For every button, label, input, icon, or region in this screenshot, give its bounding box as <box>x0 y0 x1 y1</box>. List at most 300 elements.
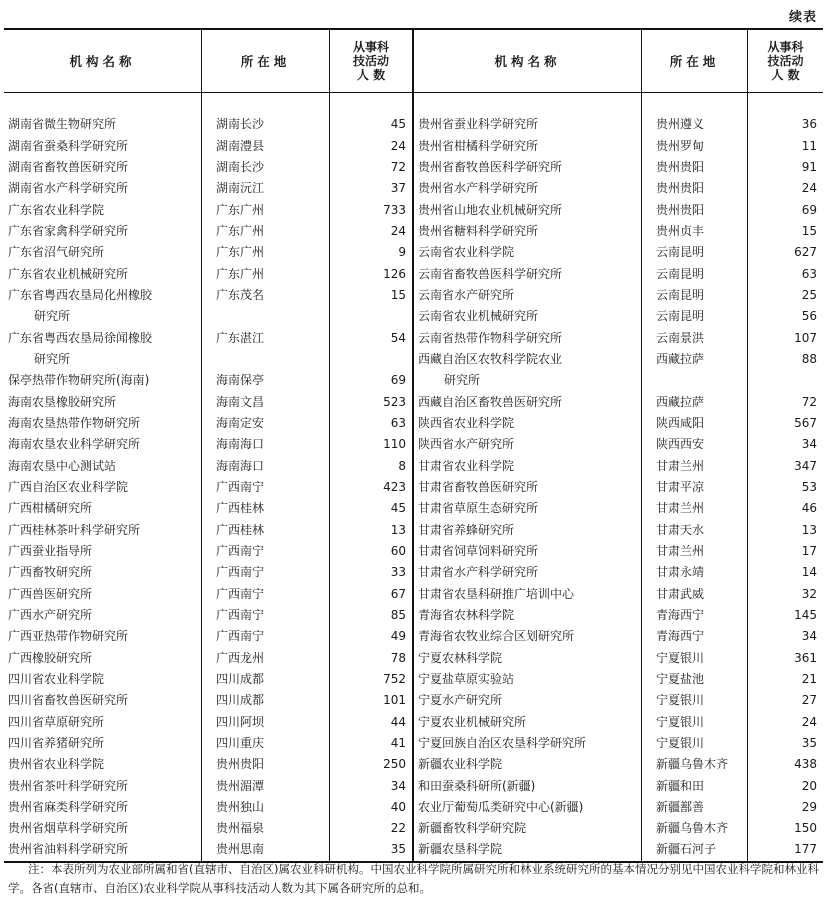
staff-count: 21 <box>801 671 817 686</box>
institution-location: 贵州湄潭 <box>202 776 330 797</box>
table-row <box>4 648 412 669</box>
institution-location: 贵州罗甸 <box>642 136 748 157</box>
institution-name: 广西蚕业指导所 <box>4 541 202 562</box>
table-row <box>414 136 823 157</box>
institution-name: 青海省农林科学院 <box>414 605 642 626</box>
table-row <box>4 776 412 797</box>
institution-name: 广西亚热带作物研究所 <box>4 626 202 647</box>
institution-name: 青海省农牧业综合区划研究所 <box>414 626 642 647</box>
institution-location: 贵州福泉 <box>202 818 330 839</box>
institution-location: 广东广州 <box>202 200 330 221</box>
table-row <box>414 477 823 498</box>
institution-name: 广西橡胶研究所 <box>4 648 202 669</box>
institution-name: 农业厅葡萄瓜类研究中心(新疆) <box>414 797 642 818</box>
institution-location: 广东广州 <box>202 264 330 285</box>
staff-count: 91 <box>801 159 817 174</box>
table-row <box>4 93 412 114</box>
institution-name: 广东省沼气研究所 <box>4 242 202 263</box>
table-row <box>414 200 823 221</box>
institution-location: 广西南宁 <box>202 477 330 498</box>
institution-location: 贵州独山 <box>202 797 330 818</box>
institution-location: 青海西宁 <box>642 605 748 626</box>
institution-name: 四川省养猪研究所 <box>4 733 202 754</box>
institution-location: 贵州贵阳 <box>642 178 748 199</box>
institution-name: 广东省粤西农垦局化州橡胶 <box>4 285 202 306</box>
institution-name: 广东省农业科学院 <box>4 200 202 221</box>
staff-count: 423 <box>383 479 406 494</box>
institution-location: 海南海口 <box>202 456 330 477</box>
institution-name: 研究所 <box>414 370 642 391</box>
staff-count: 24 <box>390 138 406 153</box>
table-row <box>4 242 412 263</box>
table-row <box>4 669 412 690</box>
staff-count: 36 <box>801 117 817 132</box>
institution-location: 新疆乌鲁木齐 <box>642 754 748 775</box>
institution-name: 甘肃省养蜂研究所 <box>414 520 642 541</box>
table-row <box>4 392 412 413</box>
staff-count: 250 <box>383 757 406 772</box>
institution-name: 广西自治区农业科学院 <box>4 477 202 498</box>
staff-count: 107 <box>794 330 817 345</box>
institution-name: 广西畜牧研究所 <box>4 562 202 583</box>
institution-name: 宁夏回族自治区农垦科学研究所 <box>414 733 642 754</box>
staff-count: 150 <box>794 821 817 836</box>
institution-location: 青海西宁 <box>642 626 748 647</box>
table-row <box>4 562 412 583</box>
staff-count: 361 <box>794 650 817 665</box>
institutions-table <box>4 28 823 863</box>
table-row <box>4 264 412 285</box>
institution-name: 甘肃省农垦科研推广培训中心 <box>414 584 642 605</box>
staff-count: 63 <box>801 266 817 281</box>
institution-location: 四川成都 <box>202 669 330 690</box>
institution-location: 贵州贵阳 <box>202 754 330 775</box>
table-row <box>4 306 412 327</box>
staff-count: 126 <box>383 266 406 281</box>
table-row <box>414 349 823 370</box>
staff-count: 53 <box>801 479 817 494</box>
institution-location: 广东广州 <box>202 221 330 242</box>
staff-count: 24 <box>390 223 406 238</box>
institution-name: 贵州省烟草科学研究所 <box>4 818 202 839</box>
institution-name: 贵州省糖料科学研究所 <box>414 221 642 242</box>
institution-name: 湖南省微生物研究所 <box>4 114 202 135</box>
table-row <box>414 839 823 860</box>
institution-location: 广西桂林 <box>202 498 330 519</box>
table-row <box>4 477 412 498</box>
table-row <box>414 285 823 306</box>
table-row <box>414 242 823 263</box>
institution-location: 湖南澧县 <box>202 136 330 157</box>
institution-location: 云南昆明 <box>642 285 748 306</box>
institution-location: 贵州思南 <box>202 839 330 860</box>
table-row <box>414 584 823 605</box>
staff-count <box>330 349 412 370</box>
staff-count: 33 <box>390 565 406 580</box>
institution-name: 云南省热带作物科学研究所 <box>414 328 642 349</box>
institution-name: 贵州省蚕业科学研究所 <box>414 114 642 135</box>
staff-count: 9 <box>398 245 406 260</box>
staff-count: 69 <box>390 373 406 388</box>
institution-location: 甘肃永靖 <box>642 562 748 583</box>
institution-name: 云南省水产研究所 <box>414 285 642 306</box>
institution-location: 宁夏银川 <box>642 712 748 733</box>
table-row <box>414 541 823 562</box>
institution-location: 贵州贵阳 <box>642 157 748 178</box>
staff-count: 88 <box>801 351 817 366</box>
institution-name: 贵州省油料科学研究所 <box>4 839 202 860</box>
institution-location: 新疆乌鲁木齐 <box>642 818 748 839</box>
institution-location: 广东茂名 <box>202 285 330 306</box>
table-row <box>414 456 823 477</box>
institution-name: 研究所 <box>4 306 202 327</box>
institution-location: 西藏拉萨 <box>642 392 748 413</box>
table-row <box>4 456 412 477</box>
staff-count: 145 <box>794 607 817 622</box>
institution-location: 海南文昌 <box>202 392 330 413</box>
institution-name: 西藏自治区畜牧兽医研究所 <box>414 392 642 413</box>
staff-count: 177 <box>794 842 817 857</box>
institution-location: 海南定安 <box>202 413 330 434</box>
institution-location <box>642 93 748 114</box>
table-row <box>414 370 823 391</box>
institution-name: 西藏自治区农牧科学院农业 <box>414 349 642 370</box>
staff-count: 34 <box>801 629 817 644</box>
institution-location: 四川阿坝 <box>202 712 330 733</box>
institution-location: 广东湛江 <box>202 328 330 349</box>
institution-location: 海南保亭 <box>202 370 330 391</box>
institution-name: 贵州省麻类科学研究所 <box>4 797 202 818</box>
institution-name: 广东省农业机械研究所 <box>4 264 202 285</box>
table-row <box>4 157 412 178</box>
institution-name: 贵州省农业科学院 <box>4 754 202 775</box>
institution-name: 新疆畜牧科学研究院 <box>414 818 642 839</box>
institution-location: 贵州贞丰 <box>642 221 748 242</box>
staff-count: 45 <box>390 501 406 516</box>
institution-name: 海南农垦农业科学研究所 <box>4 434 202 455</box>
institution-location: 四川重庆 <box>202 733 330 754</box>
institution-name: 湖南省畜牧兽医研究所 <box>4 157 202 178</box>
table-row <box>414 434 823 455</box>
institution-location: 云南昆明 <box>642 242 748 263</box>
staff-count: 24 <box>801 714 817 729</box>
staff-count: 32 <box>801 586 817 601</box>
institution-location: 甘肃武威 <box>642 584 748 605</box>
table-row <box>414 669 823 690</box>
institution-name <box>414 93 642 114</box>
staff-count: 37 <box>390 181 406 196</box>
table-row <box>4 690 412 711</box>
institution-name: 贵州省柑橘科学研究所 <box>414 136 642 157</box>
table-row <box>414 520 823 541</box>
institution-name: 新疆农垦科学院 <box>414 839 642 860</box>
table-row <box>4 712 412 733</box>
table-row <box>4 584 412 605</box>
institution-location: 广西桂林 <box>202 520 330 541</box>
table-row <box>414 754 823 775</box>
staff-count: 27 <box>801 693 817 708</box>
table-row <box>4 754 412 775</box>
header-name-right: 机构名称 <box>414 30 642 92</box>
table-row <box>414 114 823 135</box>
institution-name: 海南农垦橡胶研究所 <box>4 392 202 413</box>
institution-location: 陕西西安 <box>642 434 748 455</box>
staff-count: 101 <box>383 693 406 708</box>
staff-count: 34 <box>801 437 817 452</box>
institution-name: 海南农垦热带作物研究所 <box>4 413 202 434</box>
staff-count <box>748 370 823 391</box>
staff-count: 35 <box>390 842 406 857</box>
staff-count: 41 <box>390 735 406 750</box>
institution-name: 云南省农业科学院 <box>414 242 642 263</box>
table-row <box>4 136 412 157</box>
institution-location: 新疆鄯善 <box>642 797 748 818</box>
institution-name: 四川省畜牧兽医研究所 <box>4 690 202 711</box>
table-row <box>414 413 823 434</box>
institution-name: 宁夏农林科学院 <box>414 648 642 669</box>
staff-count: 78 <box>390 650 406 665</box>
institution-location: 甘肃平凉 <box>642 477 748 498</box>
institution-location: 宁夏盐池 <box>642 669 748 690</box>
table-row <box>414 712 823 733</box>
staff-count: 110 <box>383 437 406 452</box>
table-note: 注：本表所列为农业部所属和省(直辖市、自治区)属农业科研机构。中国农业科学院所属研究所和林业系统研究所的基本情况分别见中国农业科学院和林业科学。各省(直辖市、自治区)农业科学院从事科技活动人数为其下属各研究所的总和。 <box>8 862 819 895</box>
staff-count: 15 <box>801 223 817 238</box>
institution-location: 甘肃天水 <box>642 520 748 541</box>
table-row <box>414 306 823 327</box>
institution-name: 甘肃省水产科学研究所 <box>414 562 642 583</box>
table-row <box>414 776 823 797</box>
table-row <box>414 733 823 754</box>
institution-location <box>202 349 330 370</box>
institution-name: 宁夏水产研究所 <box>414 690 642 711</box>
institution-location: 贵州贵阳 <box>642 200 748 221</box>
table-row <box>4 221 412 242</box>
institution-location: 云南昆明 <box>642 306 748 327</box>
institution-name: 新疆农业科学院 <box>414 754 642 775</box>
table-row <box>414 818 823 839</box>
staff-count <box>330 93 412 114</box>
institution-name: 保亭热带作物研究所(海南) <box>4 370 202 391</box>
institution-name: 贵州省山地农业机械研究所 <box>414 200 642 221</box>
table-row <box>4 541 412 562</box>
table-row <box>414 605 823 626</box>
table-row <box>4 839 412 860</box>
staff-count: 44 <box>390 714 406 729</box>
staff-count: 72 <box>801 394 817 409</box>
staff-count: 56 <box>801 309 817 324</box>
table-row <box>414 178 823 199</box>
staff-count: 45 <box>390 117 406 132</box>
institution-location: 宁夏银川 <box>642 690 748 711</box>
table-row <box>4 434 412 455</box>
staff-count: 22 <box>390 821 406 836</box>
institution-location: 新疆石河子 <box>642 839 748 860</box>
institution-name: 贵州省畜牧兽医科学研究所 <box>414 157 642 178</box>
institution-name: 广西柑橘研究所 <box>4 498 202 519</box>
table-body <box>4 93 823 861</box>
continued-label: 续表 <box>788 10 817 25</box>
institution-name <box>4 93 202 114</box>
institution-location: 云南景洪 <box>642 328 748 349</box>
table-row <box>414 157 823 178</box>
table-row <box>4 285 412 306</box>
institution-location: 广西南宁 <box>202 562 330 583</box>
staff-count <box>748 93 823 114</box>
staff-count: 438 <box>794 757 817 772</box>
table-row <box>4 605 412 626</box>
institution-name: 云南省畜牧兽医科学研究所 <box>414 264 642 285</box>
staff-count: 752 <box>383 671 406 686</box>
table-row <box>4 178 412 199</box>
institution-location <box>642 370 748 391</box>
institution-location: 甘肃兰州 <box>642 456 748 477</box>
staff-count: 63 <box>390 415 406 430</box>
staff-count: 24 <box>801 181 817 196</box>
staff-count: 60 <box>390 543 406 558</box>
right-column <box>414 93 823 861</box>
staff-count: 627 <box>794 245 817 260</box>
table-row <box>4 733 412 754</box>
staff-count: 29 <box>801 799 817 814</box>
institution-name: 陕西省水产研究所 <box>414 434 642 455</box>
institution-location: 宁夏银川 <box>642 733 748 754</box>
institution-location: 宁夏银川 <box>642 648 748 669</box>
staff-count: 13 <box>390 522 406 537</box>
staff-count: 17 <box>801 543 817 558</box>
institution-name: 贵州省茶叶科学研究所 <box>4 776 202 797</box>
table-row <box>414 93 823 114</box>
staff-count: 85 <box>390 607 406 622</box>
staff-count: 40 <box>390 799 406 814</box>
institution-location: 甘肃兰州 <box>642 541 748 562</box>
institution-location: 新疆和田 <box>642 776 748 797</box>
staff-count: 34 <box>390 778 406 793</box>
table-row <box>414 648 823 669</box>
staff-count: 46 <box>801 501 817 516</box>
staff-count: 347 <box>794 458 817 473</box>
staff-count: 11 <box>801 138 817 153</box>
staff-count: 15 <box>390 287 406 302</box>
institution-location: 广西龙州 <box>202 648 330 669</box>
table-row <box>4 114 412 135</box>
institution-name: 和田蚕桑科研所(新疆) <box>414 776 642 797</box>
institution-location: 湖南沅江 <box>202 178 330 199</box>
table-row <box>4 328 412 349</box>
staff-count: 733 <box>383 202 406 217</box>
institution-location: 云南昆明 <box>642 264 748 285</box>
institution-location: 湖南长沙 <box>202 114 330 135</box>
institution-name: 广西兽医研究所 <box>4 584 202 605</box>
staff-count: 49 <box>390 629 406 644</box>
institution-name: 广西水产研究所 <box>4 605 202 626</box>
institution-location: 广西南宁 <box>202 584 330 605</box>
table-row <box>4 818 412 839</box>
institution-name: 海南农垦中心测试站 <box>4 456 202 477</box>
table-row <box>4 413 412 434</box>
institution-name: 甘肃省农业科学院 <box>414 456 642 477</box>
institution-name: 广西桂林茶叶科学研究所 <box>4 520 202 541</box>
table-row <box>4 626 412 647</box>
header-location-left: 所在地 <box>202 30 330 92</box>
institution-location: 广西南宁 <box>202 626 330 647</box>
institution-location: 甘肃兰州 <box>642 498 748 519</box>
institution-location <box>202 306 330 327</box>
staff-count <box>330 306 412 327</box>
table-header <box>4 30 823 93</box>
table-row <box>414 264 823 285</box>
table-row <box>414 562 823 583</box>
table-row <box>414 498 823 519</box>
institution-name: 陕西省农业科学院 <box>414 413 642 434</box>
table-row <box>4 520 412 541</box>
header-count-right: 从事科 技活动 人 数 <box>767 40 804 82</box>
table-row <box>4 349 412 370</box>
table-row <box>414 328 823 349</box>
institution-location: 贵州遵义 <box>642 114 748 135</box>
table-row <box>4 370 412 391</box>
table-row <box>414 690 823 711</box>
institution-location: 西藏拉萨 <box>642 349 748 370</box>
institution-location: 陕西咸阳 <box>642 413 748 434</box>
staff-count: 13 <box>801 522 817 537</box>
left-column <box>4 93 414 861</box>
institution-name: 广东省粤西农垦局徐闻橡胶 <box>4 328 202 349</box>
staff-count: 69 <box>801 202 817 217</box>
table-row <box>414 797 823 818</box>
header-name-left: 机构名称 <box>4 30 202 92</box>
staff-count: 20 <box>801 778 817 793</box>
institution-location: 四川成都 <box>202 690 330 711</box>
institution-name: 宁夏农业机械研究所 <box>414 712 642 733</box>
table-row <box>4 200 412 221</box>
institution-name: 四川省农业科学院 <box>4 669 202 690</box>
institution-location: 海南海口 <box>202 434 330 455</box>
table-row <box>4 797 412 818</box>
staff-count: 54 <box>390 330 406 345</box>
table-row <box>414 626 823 647</box>
staff-count: 72 <box>390 159 406 174</box>
institution-location: 广西南宁 <box>202 541 330 562</box>
table-row <box>4 498 412 519</box>
institution-location: 湖南长沙 <box>202 157 330 178</box>
institution-location: 广西南宁 <box>202 605 330 626</box>
staff-count: 25 <box>801 287 817 302</box>
table-row <box>414 392 823 413</box>
institution-name: 四川省草原研究所 <box>4 712 202 733</box>
institution-name: 研究所 <box>4 349 202 370</box>
institution-location: 广东广州 <box>202 242 330 263</box>
staff-count: 14 <box>801 565 817 580</box>
staff-count: 67 <box>390 586 406 601</box>
header-location-right: 所在地 <box>642 30 748 92</box>
header-count-left: 从事科 技活动 人 数 <box>330 30 414 92</box>
table-row <box>414 221 823 242</box>
institution-name: 甘肃省饲草饲料研究所 <box>414 541 642 562</box>
institution-name: 贵州省水产科学研究所 <box>414 178 642 199</box>
staff-count: 35 <box>801 735 817 750</box>
institution-name: 广东省家禽科学研究所 <box>4 221 202 242</box>
staff-count: 8 <box>398 458 406 473</box>
institution-name: 宁夏盐草原实验站 <box>414 669 642 690</box>
institution-name: 甘肃省草原生态研究所 <box>414 498 642 519</box>
institution-location <box>202 93 330 114</box>
institution-name: 湖南省蚕桑科学研究所 <box>4 136 202 157</box>
staff-count: 523 <box>383 394 406 409</box>
staff-count: 567 <box>794 415 817 430</box>
institution-name: 湖南省水产科学研究所 <box>4 178 202 199</box>
institution-name: 甘肃省畜牧兽医研究所 <box>414 477 642 498</box>
